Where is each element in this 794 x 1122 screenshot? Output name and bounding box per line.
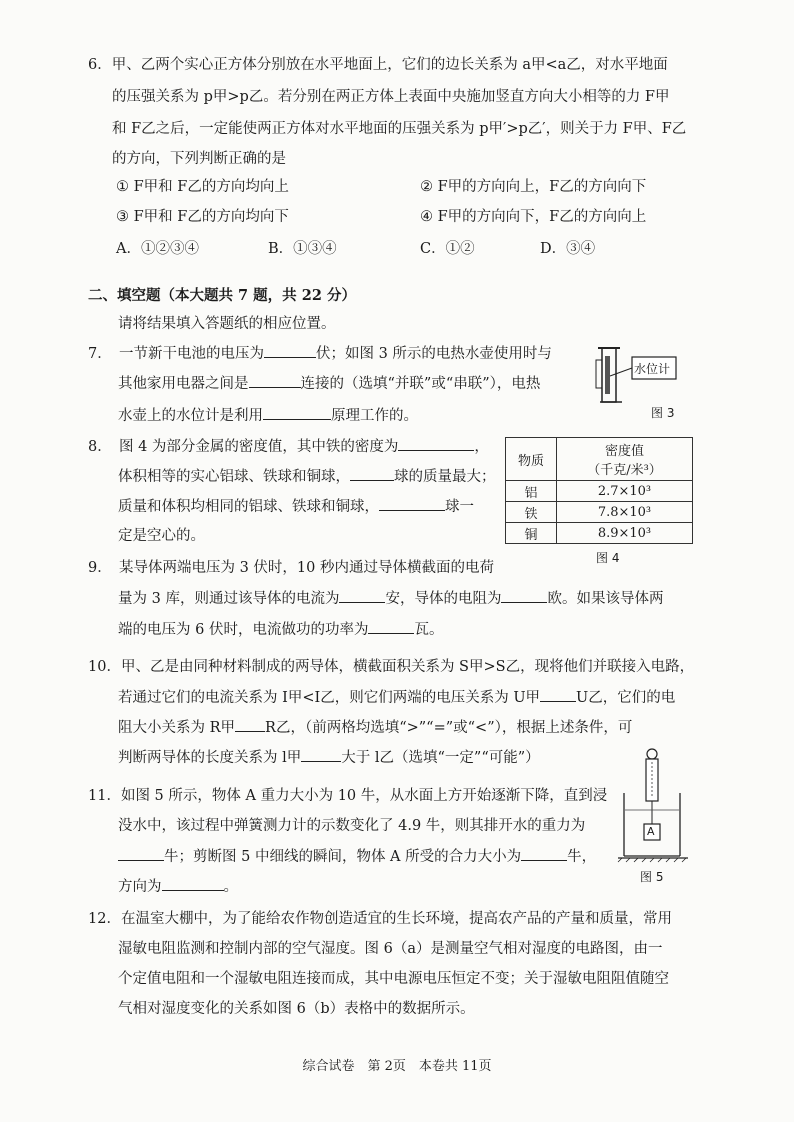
q10-line4 bbox=[118, 747, 540, 768]
q10-text: 大于 l乙（选填“一定”“可能”） bbox=[341, 750, 540, 766]
figure-4-label: 图 4 bbox=[596, 551, 620, 565]
header-material: 物质 bbox=[506, 438, 557, 481]
q8-text: ， bbox=[474, 439, 489, 455]
q9-line1: 9． 某导体两端电压为 3 伏时，10 秒内通过导体横截面的电荷 bbox=[88, 560, 494, 576]
q7-text: 伏；如图 3 所示的电热水壶使用时与 bbox=[315, 346, 552, 362]
answer-blank[interactable] bbox=[263, 405, 331, 420]
density-value: 8.9×10³ bbox=[557, 523, 693, 544]
q8-text: 质量和体积均相同的铝球、铁球和铜球， bbox=[118, 499, 379, 515]
water-gauge-callout: 水位计 bbox=[634, 362, 671, 376]
q7-text: 连接的（选填“并联”或“串联”），电热 bbox=[300, 376, 541, 392]
answer-blank[interactable] bbox=[521, 846, 567, 861]
answer-blank[interactable] bbox=[162, 876, 224, 891]
answer-blank[interactable] bbox=[235, 717, 265, 732]
section-2-note: 请将结果填入答题纸的相应位置。 bbox=[118, 316, 336, 332]
q6-statement-2: ② F甲的方向向上，F乙的方向向下 bbox=[420, 179, 647, 195]
table-row bbox=[506, 481, 693, 502]
table-row bbox=[506, 502, 693, 523]
q10-line3 bbox=[118, 717, 632, 738]
answer-blank[interactable] bbox=[118, 846, 164, 861]
q10-text: R乙，（前两格均选填“>”“=”或“<”），根据上述条件，可 bbox=[265, 720, 633, 736]
answer-blank[interactable] bbox=[264, 343, 316, 358]
q11-text: 方向为 bbox=[118, 879, 162, 895]
q7-line1 bbox=[88, 343, 552, 364]
answer-blank[interactable] bbox=[368, 619, 414, 634]
q10-text: 若通过它们的电流关系为 I甲<I乙，则它们两端的电压关系为 U甲 bbox=[118, 690, 541, 706]
figure-5-label: 图 5 bbox=[640, 870, 664, 884]
section-2-title: 二、填空题（本大题共 7 题，共 22 分） bbox=[88, 287, 356, 304]
q11-text: 牛， bbox=[567, 849, 597, 865]
q10-line2 bbox=[118, 687, 675, 708]
answer-blank[interactable] bbox=[540, 687, 576, 702]
figure-3-label: 图 3 bbox=[651, 406, 675, 420]
q10-text: 阻大小关系为 R甲 bbox=[118, 720, 236, 736]
q7-line3 bbox=[118, 405, 418, 426]
q7-line2 bbox=[118, 373, 540, 394]
q6-line4: 的方向，下列判断正确的是 bbox=[112, 151, 286, 167]
material-name: 铁 bbox=[506, 502, 557, 523]
q11-text: 牛；剪断图 5 中细线的瞬间，物体 A 所受的合力大小为 bbox=[164, 849, 522, 865]
q11-line1: 11．如图 5 所示，物体 A 重力大小为 10 牛，从水面上方开始逐渐下降，直到浸 bbox=[88, 788, 608, 804]
q6-line3: 和 F乙之后，一定能使两正方体对水平地面的压强关系为 p甲′>p乙′，则关于力 F甲、F乙 bbox=[112, 121, 687, 137]
answer-blank[interactable] bbox=[501, 588, 547, 603]
kettle-handle bbox=[596, 360, 602, 388]
page-footer: 综合试卷 第 2页 本卷共 11页 bbox=[302, 1059, 492, 1074]
q9-text: 端的电压为 6 伏时，电流做功的功率为 bbox=[118, 622, 369, 638]
density-value: 7.8×10³ bbox=[557, 502, 693, 523]
object-a-label: A bbox=[647, 825, 655, 838]
q11-line3 bbox=[118, 846, 596, 867]
q7-text: 原理工作的。 bbox=[331, 408, 418, 424]
q6-line2: 的压强关系为 p甲>p乙。若分别在两正方体上表面中央施加竖直方向大小相等的力 F甲 bbox=[112, 89, 670, 105]
q11-line2: 没水中，该过程中弹簧测力计的示数变化了 4.9 牛，则其排开水的重力为 bbox=[118, 818, 586, 834]
q6-choice-b: B．①③④ bbox=[268, 241, 337, 257]
q8-line3 bbox=[118, 496, 474, 517]
answer-blank[interactable] bbox=[379, 496, 445, 511]
q8-line1 bbox=[88, 436, 489, 457]
answer-blank[interactable] bbox=[398, 436, 474, 451]
q11-line4 bbox=[118, 876, 238, 897]
callout-line bbox=[610, 368, 632, 376]
header-density-unit: （千克/米³） bbox=[587, 463, 662, 478]
density-value: 2.7×10³ bbox=[557, 481, 693, 502]
answer-blank[interactable] bbox=[249, 373, 301, 388]
q6-statement-1: ① F甲和 F乙的方向均向上 bbox=[116, 179, 289, 195]
q9-text: 瓦。 bbox=[414, 622, 444, 638]
q9-text: 欧。如果该导体两 bbox=[547, 591, 664, 607]
q12-line3: 个定值电阻和一个湿敏电阻连接而成，其中电源电压恒定不变；关于湿敏电阻阻值随空 bbox=[118, 971, 669, 987]
answer-blank[interactable] bbox=[301, 747, 341, 762]
scale-hook-ring bbox=[647, 749, 657, 759]
q8-text: 8． 图 4 为部分金属的密度值，其中铁的密度为 bbox=[88, 439, 399, 455]
q7-text: 其他家用电器之间是 bbox=[118, 376, 249, 392]
q6-choice-d: D．③④ bbox=[540, 241, 596, 257]
q10-text: U乙，它们的电 bbox=[576, 690, 676, 706]
q8-line4: 定是空心的。 bbox=[118, 528, 205, 544]
water-gauge-tube bbox=[605, 356, 610, 394]
answer-blank[interactable] bbox=[339, 588, 385, 603]
q7-text: 7． 一节新干电池的电压为 bbox=[88, 346, 264, 362]
q9-text: 量为 3 库，则通过该导体的电流为 bbox=[118, 591, 340, 607]
q12-line4: 气相对湿度变化的关系如图 6（b）表格中的数据所示。 bbox=[118, 1001, 475, 1017]
q6-statement-4: ④ F甲的方向向下，F乙的方向向上 bbox=[420, 209, 647, 225]
q8-text: 体积相等的实心铝球、铁球和铜球， bbox=[118, 469, 350, 485]
q6-choice-c: C．①② bbox=[420, 241, 475, 257]
q8-line2 bbox=[118, 466, 496, 487]
q8-text: 球的质量最大； bbox=[394, 469, 496, 485]
density-table bbox=[505, 437, 693, 544]
q6-choice-a: A．①②③④ bbox=[116, 241, 199, 257]
header-density bbox=[557, 438, 693, 481]
q12-line2: 湿敏电阻监测和控制内部的空气湿度。图 6（a）是测量空气相对湿度的电路图，由一 bbox=[118, 941, 663, 957]
table-row bbox=[506, 523, 693, 544]
material-name: 铝 bbox=[506, 481, 557, 502]
q6-statement-3: ③ F甲和 F乙的方向均向下 bbox=[116, 209, 289, 225]
table-header-row bbox=[506, 438, 693, 481]
q12-line1: 12．在温室大棚中，为了能给农作物创造适宜的生长环境，提高农产品的产量和质量，常用 bbox=[88, 911, 672, 927]
q9-line3 bbox=[118, 619, 443, 640]
q9-line2 bbox=[118, 588, 663, 609]
q11-text: 。 bbox=[223, 879, 238, 895]
q10-line1: 10．甲、乙是由同种材料制成的两导体，横截面积关系为 S甲>S乙，现将他们并联接入电路， bbox=[88, 659, 695, 675]
q7-text: 水壶上的水位计是利用 bbox=[118, 408, 263, 424]
header-density-title: 密度值 bbox=[604, 444, 644, 459]
q9-text: 安，导体的电阻为 bbox=[385, 591, 502, 607]
answer-blank[interactable] bbox=[350, 466, 394, 481]
q6-line1: 6．甲、乙两个实心正方体分别放在水平地面上，它们的边长关系为 a甲<a乙，对水平地面 bbox=[88, 57, 668, 73]
q10-text: 判断两导体的长度关系为 l甲 bbox=[118, 750, 302, 766]
material-name: 铜 bbox=[506, 523, 557, 544]
spring-scale-figure bbox=[618, 748, 694, 862]
q8-text: 球一 bbox=[445, 499, 474, 515]
